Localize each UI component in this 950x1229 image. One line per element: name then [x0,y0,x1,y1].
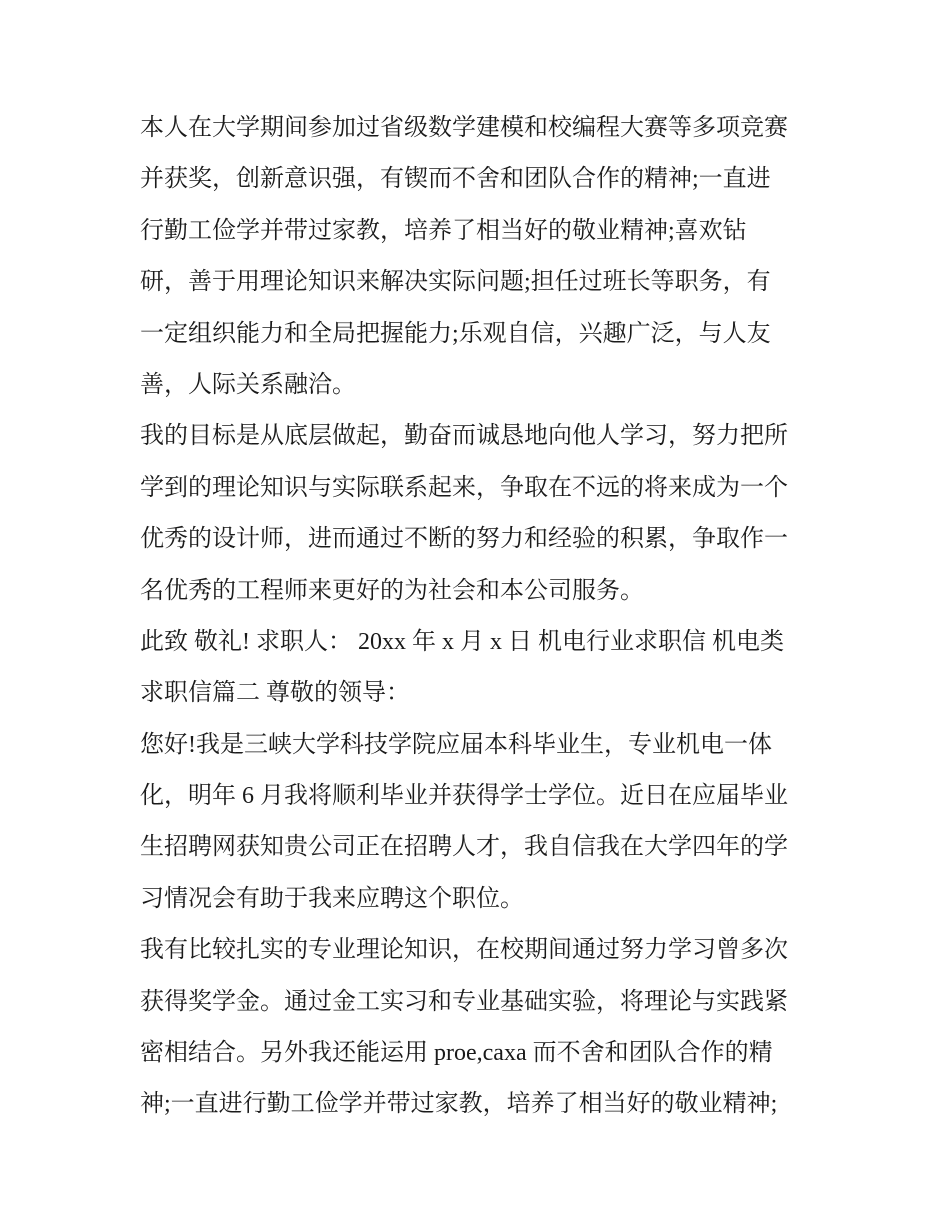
text-line: 优秀的设计师，进而通过不断的努力和经验的积累，争取作一 [140,526,788,553]
text-line: 我的目标是从底层做起，勤奋而诚恳地向他人学习，努力把所 [140,423,788,450]
text-line: 名优秀的工程师来更好的为社会和本公司服务。 [140,577,644,604]
text-line: 行勤工俭学并带过家教，培养了相当好的敬业精神;喜欢钻 [140,217,747,244]
text-line: 我有比较扎实的专业理论知识，在校期间通过努力学习曾多次 [140,937,788,964]
text-line: 此致 敬礼! 求职人： 20xx 年 x 月 x 日 机电行业求职信 机电类 [140,628,784,655]
text-line: 善，人际关系融洽。 [140,371,356,398]
text-line: 获得奖学金。通过金工实习和专业基础实验，将理论与实践紧 [140,988,788,1015]
text-line: 学到的理论知识与实际联系起来，争取在不远的将来成为一个 [140,474,788,501]
text-line: 并获奖，创新意识强，有锲而不舍和团队合作的精神;一直进 [140,166,771,193]
text-line: 生招聘网获知贵公司正在招聘人才，我自信我在大学四年的学 [140,834,788,861]
document-body [140,103,820,1131]
text-line: 化，明年 6 月我将顺利毕业并获得学士学位。近日在应届毕业 [140,783,788,810]
text-line: 密相结合。另外我还能运用 proe,caxa 而不舍和团队合作的精 [140,1040,773,1067]
text-line: 求职信篇二 尊敬的领导： [140,680,410,707]
text-line: 一定组织能力和全局把握能力;乐观自信，兴趣广泛，与人友 [140,320,771,347]
text-line: 习情况会有助于我来应聘这个职位。 [140,885,524,912]
text-line: 本人在大学期间参加过省级数学建模和校编程大赛等多项竞赛 [140,115,788,141]
text-line: 研，善于用理论知识来解决实际问题;担任过班长等职务，有 [140,269,771,296]
text-line: 神;一直进行勤工俭学并带过家教，培养了相当好的敬业精神; [140,1091,778,1118]
text-line: 您好!我是三峡大学科技学院应届本科毕业生，专业机电一体 [140,731,772,758]
